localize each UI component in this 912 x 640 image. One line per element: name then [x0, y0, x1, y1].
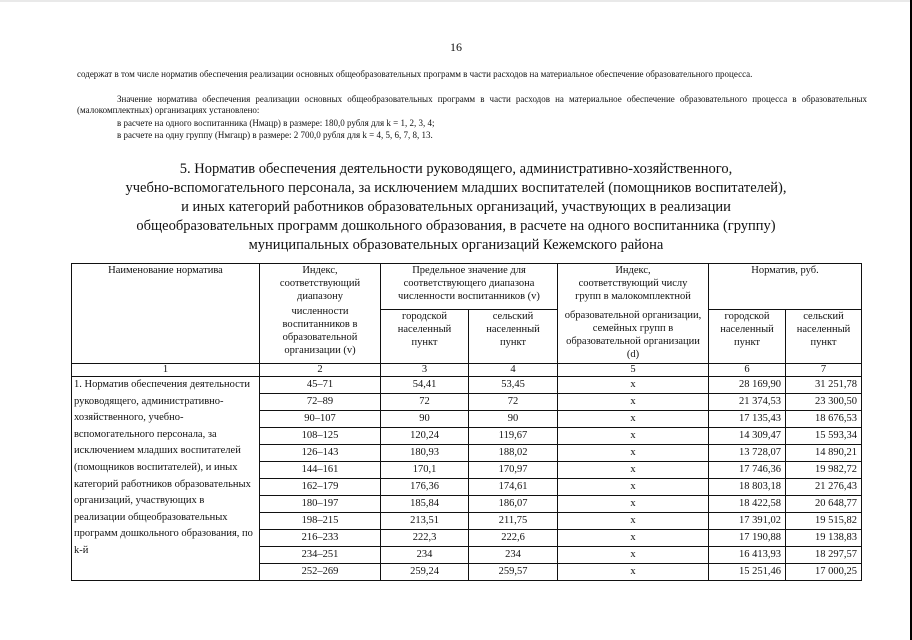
header-norm-rural: сельский населенный пункт [786, 310, 862, 364]
norm-name-cell: 1. Норматив обеспечения деятельности руководящего, административно-хозяйственного, учебно-вспомогательного персонала, за исключением младших воспитателей (помощников воспитателей), и иных категорий работников образовательных организаций, участвующих в реализации общеобразовательных программ дошкольного образования, по k-й [72, 377, 260, 581]
norm-urban-cell: 13 728,07 [709, 445, 786, 462]
header-index-v [260, 264, 381, 364]
header-limit-urban: городской населенный пункт [381, 310, 469, 364]
header-norm: Норматив, руб. [709, 264, 862, 310]
norm-urban-cell: 28 169,90 [709, 377, 786, 394]
range-cell: 198–215 [260, 513, 381, 530]
norm-rural-cell: 14 890,21 [786, 445, 862, 462]
index-d-cell: х [558, 394, 709, 411]
range-cell: 180–197 [260, 496, 381, 513]
header-index-d [558, 264, 709, 364]
limit-rural-cell: 53,45 [469, 377, 558, 394]
column-numbers-row [72, 364, 862, 377]
range-cell: 162–179 [260, 479, 381, 496]
heading-line-5: муниципальных образовательных организаций Кежемского района [248, 237, 664, 253]
limit-rural-cell: 222,6 [469, 530, 558, 547]
column-number: 6 [709, 364, 786, 377]
page-top-edge [0, 0, 912, 2]
page-number: 16 [450, 40, 462, 54]
norm-urban-cell: 18 803,18 [709, 479, 786, 496]
index-d-cell: х [558, 411, 709, 428]
norm-rural-cell: 19 982,72 [786, 462, 862, 479]
range-cell: 72–89 [260, 394, 381, 411]
limit-urban-cell: 259,24 [381, 564, 469, 581]
header-index-d-bottom: образовательной организации, семейных групп в образовательной организации (d) [564, 310, 702, 360]
norm-rural-cell: 18 297,57 [786, 547, 862, 564]
section-heading [0, 160, 912, 255]
index-d-cell: х [558, 496, 709, 513]
column-number: 2 [260, 364, 381, 377]
limit-urban-cell: 120,24 [381, 428, 469, 445]
index-d-cell: х [558, 377, 709, 394]
norm-rural-cell: 17 000,25 [786, 564, 862, 581]
intro-line-per-pupil: в расчете на одного воспитанника (Нмацр) в размере: 180,0 рубля для k = 1, 2, 3, 4; [117, 118, 435, 128]
norm-rural-cell: 19 138,83 [786, 530, 862, 547]
column-number: 3 [381, 364, 469, 377]
header-index-v-bottom: численности воспитанников в образовательной организации (v) [282, 306, 358, 356]
range-cell: 144–161 [260, 462, 381, 479]
limit-rural-cell: 174,61 [469, 479, 558, 496]
norm-table [71, 263, 862, 581]
norm-rural-cell: 21 276,43 [786, 479, 862, 496]
heading-line-3: и иных категорий работников образовательных организаций, участвующих в реализации [181, 199, 731, 215]
limit-urban-cell: 176,36 [381, 479, 469, 496]
norm-rural-cell: 20 648,77 [786, 496, 862, 513]
intro-paragraph-1: содержат в том числе норматив обеспечения реализации основных общеобразовательных программ в части расходов на материальное обеспечение образовательного процесса. [77, 69, 753, 79]
limit-rural-cell: 234 [469, 547, 558, 564]
limit-urban-cell: 213,51 [381, 513, 469, 530]
norm-urban-cell: 17 135,43 [709, 411, 786, 428]
norm-urban-cell: 14 309,47 [709, 428, 786, 445]
index-d-cell: х [558, 462, 709, 479]
column-number: 4 [469, 364, 558, 377]
column-number: 1 [72, 364, 260, 377]
limit-urban-cell: 234 [381, 547, 469, 564]
heading-line-2: учебно-вспомогательного персонала, за исключением младших воспитателей (помощников воспитателей), [125, 180, 787, 196]
norm-rural-cell: 23 300,50 [786, 394, 862, 411]
range-cell: 234–251 [260, 547, 381, 564]
index-d-cell: х [558, 530, 709, 547]
limit-urban-cell: 72 [381, 394, 469, 411]
index-d-cell: х [558, 513, 709, 530]
norm-urban-cell: 17 391,02 [709, 513, 786, 530]
range-cell: 45–71 [260, 377, 381, 394]
range-cell: 108–125 [260, 428, 381, 445]
index-d-cell: х [558, 445, 709, 462]
norm-urban-cell: 15 251,46 [709, 564, 786, 581]
limit-rural-cell: 72 [469, 394, 558, 411]
limit-rural-cell: 119,67 [469, 428, 558, 445]
norm-urban-cell: 18 422,58 [709, 496, 786, 513]
column-number: 7 [786, 364, 862, 377]
norm-urban-cell: 16 413,93 [709, 547, 786, 564]
limit-rural-cell: 188,02 [469, 445, 558, 462]
range-cell: 90–107 [260, 411, 381, 428]
header-limit-rural: сельский населенный пункт [469, 310, 558, 364]
heading-line-4: общеобразовательных программ дошкольного образования, в расчете на одного воспитанника (группу) [136, 218, 776, 234]
norm-rural-cell: 15 593,34 [786, 428, 862, 445]
range-cell: 216–233 [260, 530, 381, 547]
intro-line-per-group: в расчете на одну группу (Нмгацр) в размере: 2 700,0 рубля для k = 4, 5, 6, 7, 8, 13. [117, 130, 433, 140]
header-index-v-top: Индекс, соответствующий диапазону [279, 265, 361, 302]
norm-rural-cell: 31 251,78 [786, 377, 862, 394]
limit-urban-cell: 185,84 [381, 496, 469, 513]
norm-urban-cell: 17 746,36 [709, 462, 786, 479]
limit-rural-cell: 259,57 [469, 564, 558, 581]
limit-rural-cell: 186,07 [469, 496, 558, 513]
range-cell: 126–143 [260, 445, 381, 462]
norm-urban-cell: 21 374,53 [709, 394, 786, 411]
limit-urban-cell: 90 [381, 411, 469, 428]
index-d-cell: х [558, 547, 709, 564]
intro-paragraph-2: Значение норматива обеспечения реализации основных общеобразовательных программ в части расходов на материальное обеспечение образовательного процесса в образовательных (малокомплектных) организациях установлено: [77, 94, 867, 115]
limit-rural-cell: 211,75 [469, 513, 558, 530]
limit-urban-cell: 222,3 [381, 530, 469, 547]
limit-urban-cell: 180,93 [381, 445, 469, 462]
header-index-d-top: Индекс, соответствующий числу групп в малокомплектной [575, 265, 691, 302]
range-cell: 252–269 [260, 564, 381, 581]
limit-rural-cell: 170,97 [469, 462, 558, 479]
norm-rural-cell: 19 515,82 [786, 513, 862, 530]
index-d-cell: х [558, 428, 709, 445]
limit-urban-cell: 170,1 [381, 462, 469, 479]
limit-rural-cell: 90 [469, 411, 558, 428]
heading-line-1: 5. Норматив обеспечения деятельности руководящего, административно-хозяйственного, [179, 161, 733, 177]
header-name: Наименование норматива [72, 264, 260, 364]
column-number: 5 [558, 364, 709, 377]
table-row [72, 377, 862, 394]
norm-rural-cell: 18 676,53 [786, 411, 862, 428]
limit-urban-cell: 54,41 [381, 377, 469, 394]
index-d-cell: х [558, 564, 709, 581]
index-d-cell: х [558, 479, 709, 496]
header-limit: Предельное значение для соответствующего диапазона численности воспитанников (v) [381, 264, 558, 310]
norm-urban-cell: 17 190,88 [709, 530, 786, 547]
header-norm-urban: городской населенный пункт [709, 310, 786, 364]
